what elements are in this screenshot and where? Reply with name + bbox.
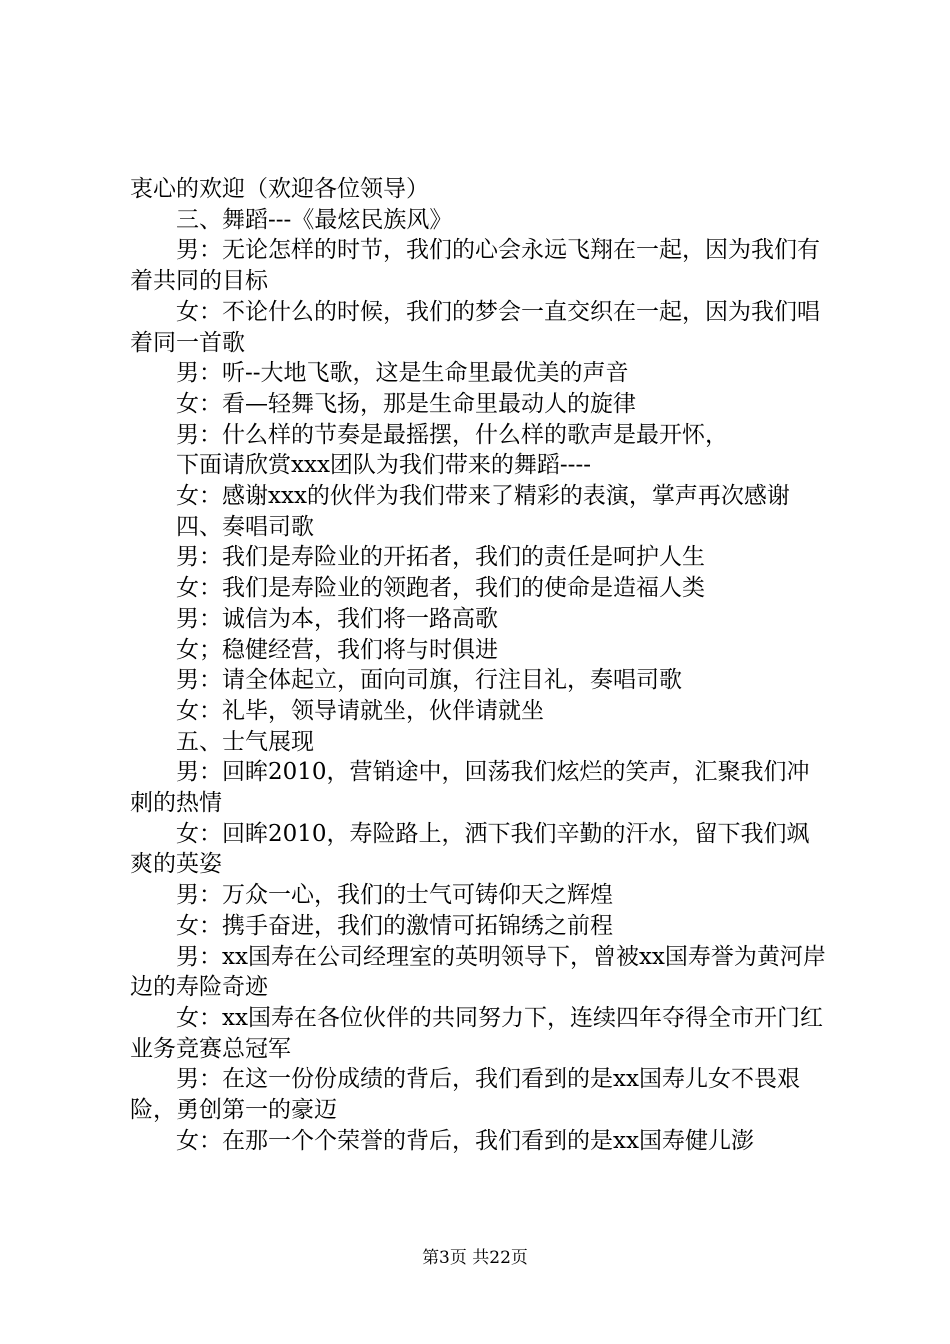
paragraph-12: 男：诚信为本，我们将一路高歌 <box>176 605 498 632</box>
paragraph-10: 男：我们是寿险业的开拓者，我们的责任是呵护人生 <box>176 544 705 571</box>
paragraph-9: 四、奏唱司歌 <box>176 513 314 540</box>
paragraph-23: 男：在这一份份成绩的背后，我们看到的是xx国寿儿女不畏艰险，勇创第一的豪迈 <box>130 1066 800 1124</box>
paragraph-11: 女：我们是寿险业的领跑者，我们的使命是造福人类 <box>176 575 705 602</box>
paragraph-20: 女：携手奋进，我们的激情可拓锦绣之前程 <box>176 912 613 939</box>
paragraph-19: 男：万众一心，我们的士气可铸仰天之辉煌 <box>176 882 613 909</box>
paragraph-21: 男：xx国寿在公司经理室的英明领导下，曾被xx国寿誉为黄河岸边的寿险奇迹 <box>130 943 826 1001</box>
paragraph-24: 女：在那一个个荣誉的背后，我们看到的是xx国寿健儿澎 <box>176 1127 754 1154</box>
paragraph-13: 女；稳健经营，我们将与时俱进 <box>176 636 498 663</box>
paragraph-14: 男：请全体起立，面向司旗，行注目礼，奏唱司歌 <box>176 667 682 694</box>
paragraph-0: 衷心的欢迎（欢迎各位领导） <box>130 176 429 202</box>
paragraph-8: 女：感谢xxx的伙伴为我们带来了精彩的表演，掌声再次感谢 <box>176 483 790 510</box>
paragraph-18: 女：回眸2010，寿险路上，洒下我们辛勤的汗水，留下我们飒爽的英姿 <box>130 820 810 878</box>
paragraph-16: 五、士气展现 <box>176 728 314 755</box>
paragraph-7: 下面请欣赏xxx团队为我们带来的舞蹈---- <box>176 452 591 479</box>
paragraph-2: 男：无论怎样的时节，我们的心会永远飞翔在一起，因为我们有着共同的目标 <box>130 237 820 295</box>
paragraph-4: 男：听--大地飞歌，这是生命里最优美的声音 <box>176 360 629 387</box>
paragraph-1: 三、舞蹈---《最炫民族风》 <box>176 206 453 233</box>
paragraph-17: 男：回眸2010，营销途中，回荡我们炫烂的笑声，汇聚我们冲刺的热情 <box>130 759 810 817</box>
paragraph-22: 女：xx国寿在各位伙伴的共同努力下，连续四年夺得全市开门红业务竞赛总冠军 <box>130 1004 823 1062</box>
paragraph-3: 女：不论什么的时候，我们的梦会一直交织在一起，因为我们唱着同一首歌 <box>130 298 820 356</box>
document-body <box>130 174 832 1157</box>
paragraph-5: 女：看—轻舞飞扬，那是生命里最动人的旋律 <box>176 390 636 417</box>
page-number-footer: 第3页 共22页 <box>422 1248 528 1268</box>
paragraph-15: 女：礼毕，领导请就坐，伙伴请就坐 <box>176 697 544 724</box>
paragraph-6: 男：什么样的节奏是最摇摆，什么样的歌声是最开怀， <box>176 421 728 448</box>
